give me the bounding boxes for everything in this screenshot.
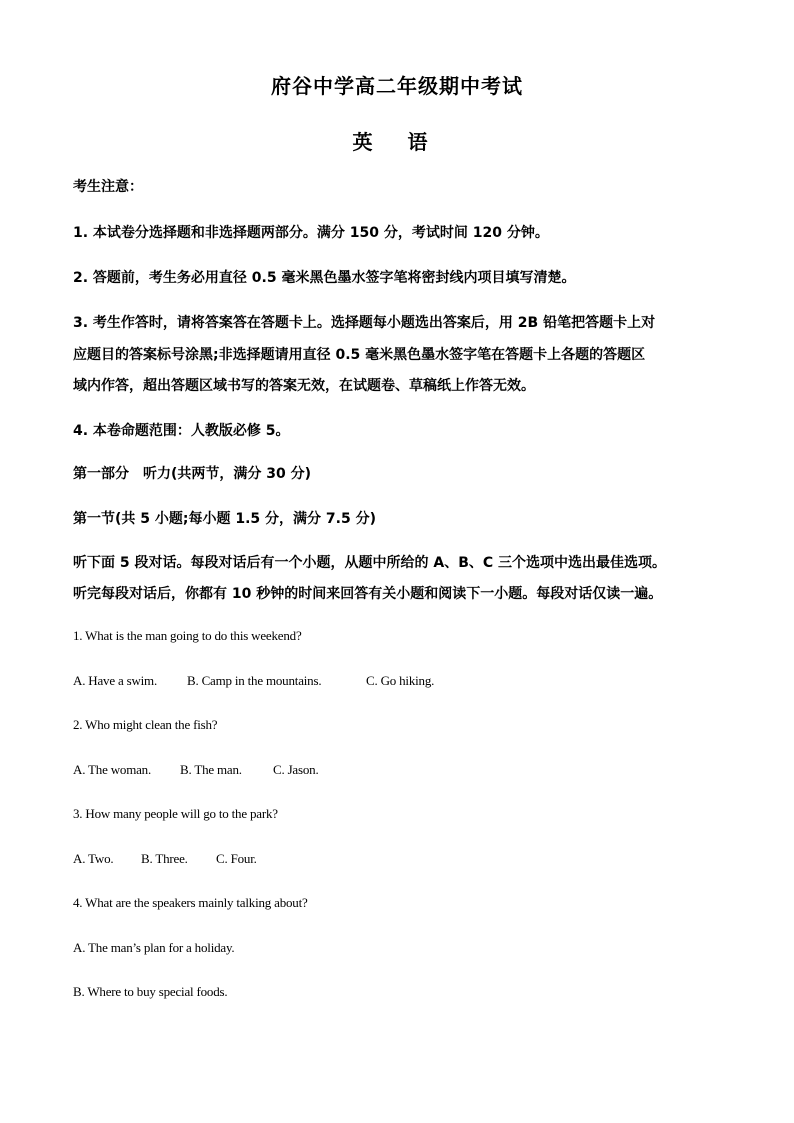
question-4: 4. What are the speakers mainly talking about? xyxy=(73,895,308,910)
notice-item-4: 4. 本卷命题范围：人教版必修 5。 xyxy=(73,423,290,439)
notice-heading: 考生注意： xyxy=(73,179,143,195)
question-2-option-b: B. The man. xyxy=(180,762,242,777)
question-3-option-a: A. Two. xyxy=(73,851,114,866)
instructions-line-1: 听下面 5 段对话。每段对话后有一个小题，从题中所给的 A、B、C 三个选项中选出最佳选项。 xyxy=(73,555,667,571)
notice-item-1: 1. 本试卷分选择题和非选择题两部分。满分 150 分，考试时间 120 分钟。 xyxy=(73,225,549,241)
question-2-option-c: C. Jason. xyxy=(273,762,319,777)
notice-item-3-line-3: 域内作答，超出答题区域书写的答案无效，在试题卷、草稿纸上作答无效。 xyxy=(73,378,535,394)
question-1-option-c: C. Go hiking. xyxy=(366,673,435,688)
notice-item-2: 2. 答题前，考生务必用直径 0.5 毫米黑色墨水签字笔将密封线内项目填写清楚。 xyxy=(73,270,576,286)
question-1-option-a: A. Have a swim. xyxy=(73,673,158,688)
question-1: 1. What is the man going to do this weekend? xyxy=(73,628,302,643)
question-4-option-b: B. Where to buy special foods. xyxy=(73,984,228,999)
instructions-line-2: 听完每段对话后，你都有 10 秒钟的时间来回答有关小题和阅读下一小题。每段对话仅读一遍。 xyxy=(73,586,663,602)
question-2: 2. Who might clean the fish? xyxy=(73,717,218,732)
subject-title: 英 语 xyxy=(352,130,442,154)
exam-title: 府谷中学高二年级期中考试 xyxy=(271,74,523,98)
question-3: 3. How many people will go to the park? xyxy=(73,806,278,821)
question-3-option-c: C. Four. xyxy=(216,851,257,866)
question-4-option-a: A. The man’s plan for a holiday. xyxy=(73,940,235,955)
question-3-option-b: B. Three. xyxy=(141,851,188,866)
question-1-option-b: B. Camp in the mountains. xyxy=(187,673,322,688)
question-2-option-a: A. The woman. xyxy=(73,762,152,777)
section1-heading: 第一节(共 5 小题;每小题 1.5 分，满分 7.5 分) xyxy=(73,511,376,527)
part1-heading: 第一部分 听力(共两节，满分 30 分) xyxy=(73,466,312,482)
notice-item-3-line-1: 3. 考生作答时，请将答案答在答题卡上。选择题每小题选出答案后，用 2B 铅笔把答题卡上对 xyxy=(73,315,656,331)
notice-item-3-line-2: 应题目的答案标号涂黑;非选择题请用直径 0.5 毫米黑色墨水签字笔在答题卡上各题的答题区 xyxy=(73,347,646,363)
